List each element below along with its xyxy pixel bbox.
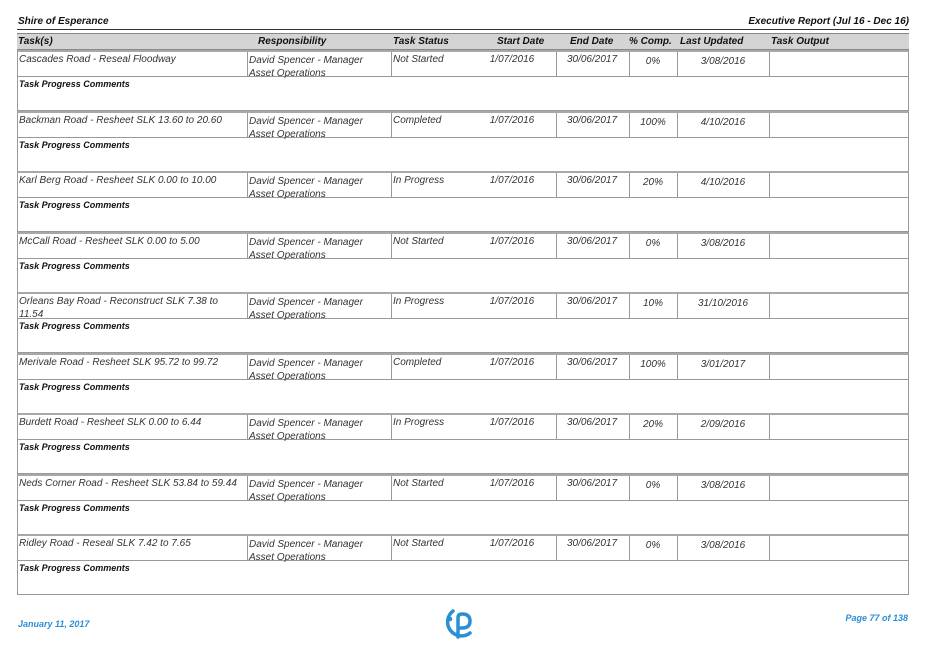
end-date-cell: 30/06/2017: [566, 296, 618, 307]
footer-date: January 11, 2017: [18, 619, 90, 629]
column-divider: [391, 536, 392, 560]
last-updated-cell: 2/09/2016: [700, 419, 746, 430]
responsibility-person: David Spencer - Manager: [249, 55, 363, 66]
task-status-cell: In Progress: [393, 417, 445, 428]
percent-complete-cell: 0%: [645, 238, 661, 249]
task-entry: [17, 171, 909, 232]
task-progress-comments-row: [17, 561, 909, 595]
responsibility-department: Asset Operations: [249, 552, 326, 563]
column-header-task: Task(s): [18, 36, 53, 47]
column-divider: [769, 113, 770, 137]
responsibility-person: David Spencer - Manager: [249, 479, 363, 490]
column-header-start-date: Start Date: [497, 36, 545, 47]
task-entry: [17, 111, 909, 172]
report-title: Executive Report (Jul 16 - Dec 16): [748, 16, 909, 27]
column-header-status: Task Status: [393, 36, 449, 47]
percent-complete-cell: 10%: [642, 298, 663, 309]
responsibility-department: Asset Operations: [249, 371, 326, 382]
task-status-cell: Not Started: [393, 54, 444, 65]
start-date-cell: 1/07/2016: [489, 538, 535, 549]
percent-complete-cell: 100%: [640, 117, 666, 128]
last-updated-cell: 3/08/2016: [700, 56, 746, 67]
column-divider: [769, 234, 770, 258]
task-name-cell: Orleans Bay Road - Reconstruct SLK 7.38 to 11.54: [19, 296, 218, 320]
start-date-cell: 1/07/2016: [489, 175, 535, 186]
task-progress-comments-label: Task Progress Comments: [19, 563, 130, 573]
task-progress-comments-label: Task Progress Comments: [19, 382, 130, 392]
table-row: [17, 292, 909, 319]
task-progress-comments-row: [17, 319, 909, 353]
last-updated-cell: 3/01/2017: [700, 359, 746, 370]
end-date-cell: 30/06/2017: [566, 417, 618, 428]
percent-complete-cell: 0%: [645, 480, 661, 491]
responsibility-department: Asset Operations: [249, 189, 326, 200]
end-date-cell: 30/06/2017: [566, 478, 618, 489]
task-name-cell: McCall Road - Resheet SLK 0.00 to 5.00: [19, 236, 200, 247]
responsibility-person: David Spencer - Manager: [249, 539, 363, 550]
task-progress-comments-label: Task Progress Comments: [19, 321, 130, 331]
start-date-cell: 1/07/2016: [489, 236, 535, 247]
column-header-last-updated: Last Updated: [680, 36, 744, 47]
column-divider: [247, 476, 248, 500]
task-progress-comments-row: [17, 77, 909, 111]
end-date-cell: 30/06/2017: [566, 236, 618, 247]
task-entry: [17, 474, 909, 535]
task-progress-comments-label: Task Progress Comments: [19, 140, 130, 150]
column-divider: [391, 476, 392, 500]
table-row: [17, 50, 909, 77]
footer-page-number: Page 77 of 138: [845, 613, 908, 623]
task-name-cell: Burdett Road - Resheet SLK 0.00 to 6.44: [19, 417, 202, 428]
responsibility-person: David Spencer - Manager: [249, 418, 363, 429]
task-entry: [17, 353, 909, 414]
column-divider: [769, 52, 770, 76]
task-status-cell: In Progress: [393, 296, 445, 307]
start-date-cell: 1/07/2016: [489, 478, 535, 489]
responsibility-person: David Spencer - Manager: [249, 116, 363, 127]
responsibility-department: Asset Operations: [249, 492, 326, 503]
start-date-cell: 1/07/2016: [489, 296, 535, 307]
task-status-cell: Not Started: [393, 478, 444, 489]
task-progress-comments-row: [17, 380, 909, 414]
task-progress-comments-label: Task Progress Comments: [19, 79, 130, 89]
column-divider: [769, 294, 770, 318]
column-divider: [769, 536, 770, 560]
responsibility-department: Asset Operations: [249, 68, 326, 79]
end-date-cell: 30/06/2017: [566, 357, 618, 368]
responsibility-person: David Spencer - Manager: [249, 358, 363, 369]
column-divider: [769, 355, 770, 379]
column-divider: [247, 113, 248, 137]
column-divider: [247, 355, 248, 379]
end-date-cell: 30/06/2017: [566, 538, 618, 549]
column-divider: [769, 476, 770, 500]
task-progress-comments-row: [17, 440, 909, 474]
task-progress-comments-row: [17, 198, 909, 232]
column-divider: [247, 415, 248, 439]
task-status-cell: Not Started: [393, 538, 444, 549]
percent-complete-cell: 0%: [645, 56, 661, 67]
end-date-cell: 30/06/2017: [566, 115, 618, 126]
column-header-task-output: Task Output: [771, 36, 829, 47]
last-updated-cell: 3/08/2016: [700, 480, 746, 491]
responsibility-department: Asset Operations: [249, 129, 326, 140]
task-name-cell: Merivale Road - Resheet SLK 95.72 to 99.72: [19, 357, 219, 368]
percent-complete-cell: 20%: [642, 177, 663, 188]
last-updated-cell: 4/10/2016: [700, 177, 746, 188]
column-divider: [391, 294, 392, 318]
column-divider: [247, 536, 248, 560]
column-divider: [391, 173, 392, 197]
table-row: [17, 534, 909, 561]
column-divider: [391, 415, 392, 439]
table-row: [17, 413, 909, 440]
task-name-cell: Karl Berg Road - Resheet SLK 0.00 to 10.00: [19, 175, 217, 186]
task-progress-comments-label: Task Progress Comments: [19, 442, 130, 452]
last-updated-cell: 4/10/2016: [700, 117, 746, 128]
task-entry: [17, 413, 909, 474]
task-progress-comments-row: [17, 138, 909, 172]
table-header: [17, 33, 909, 50]
last-updated-cell: 3/08/2016: [700, 540, 746, 551]
shire-logo-icon: [439, 606, 479, 640]
table-row: [17, 474, 909, 501]
column-divider: [391, 113, 392, 137]
end-date-cell: 30/06/2017: [566, 175, 618, 186]
responsibility-department: Asset Operations: [249, 431, 326, 442]
column-divider: [247, 173, 248, 197]
task-progress-comments-label: Task Progress Comments: [19, 261, 130, 271]
last-updated-cell: 3/08/2016: [700, 238, 746, 249]
column-header-responsibility: Responsibility: [258, 36, 327, 47]
task-entry: [17, 50, 909, 111]
start-date-cell: 1/07/2016: [489, 417, 535, 428]
task-status-cell: Completed: [393, 115, 442, 126]
start-date-cell: 1/07/2016: [489, 115, 535, 126]
header-divider: [17, 29, 909, 30]
table-row: [17, 171, 909, 198]
column-divider: [247, 234, 248, 258]
column-divider: [391, 52, 392, 76]
percent-complete-cell: 0%: [645, 540, 661, 551]
responsibility-person: David Spencer - Manager: [249, 297, 363, 308]
column-header-end-date: End Date: [570, 36, 614, 47]
table-row: [17, 232, 909, 259]
percent-complete-cell: 20%: [642, 419, 663, 430]
task-name-cell: Backman Road - Resheet SLK 13.60 to 20.60: [19, 115, 222, 126]
percent-complete-cell: 100%: [640, 359, 666, 370]
task-name-cell: Neds Corner Road - Resheet SLK 53.84 to 59.44: [19, 478, 237, 489]
responsibility-department: Asset Operations: [249, 310, 326, 321]
task-progress-comments-row: [17, 259, 909, 293]
task-progress-comments-row: [17, 501, 909, 535]
column-divider: [247, 294, 248, 318]
column-divider: [391, 234, 392, 258]
column-divider: [247, 52, 248, 76]
task-entry: [17, 534, 909, 595]
table-row: [17, 353, 909, 380]
end-date-cell: 30/06/2017: [566, 54, 618, 65]
column-divider: [769, 415, 770, 439]
task-name-cell: Cascades Road - Reseal Floodway: [19, 54, 176, 65]
task-entry: [17, 292, 909, 353]
start-date-cell: 1/07/2016: [489, 357, 535, 368]
last-updated-cell: 31/10/2016: [697, 298, 749, 309]
column-header-percent-complete: % Comp.: [629, 36, 672, 47]
task-progress-comments-label: Task Progress Comments: [19, 200, 130, 210]
task-name-cell: Ridley Road - Reseal SLK 7.42 to 7.65: [19, 538, 191, 549]
task-status-cell: Not Started: [393, 236, 444, 247]
responsibility-department: Asset Operations: [249, 250, 326, 261]
column-divider: [391, 355, 392, 379]
responsibility-person: David Spencer - Manager: [249, 237, 363, 248]
task-progress-comments-label: Task Progress Comments: [19, 503, 130, 513]
start-date-cell: 1/07/2016: [489, 54, 535, 65]
column-divider: [769, 173, 770, 197]
table-row: [17, 111, 909, 138]
task-status-cell: Completed: [393, 357, 442, 368]
responsibility-person: David Spencer - Manager: [249, 176, 363, 187]
task-status-cell: In Progress: [393, 175, 445, 186]
task-entry: [17, 232, 909, 293]
organisation-name: Shire of Esperance: [18, 16, 109, 27]
